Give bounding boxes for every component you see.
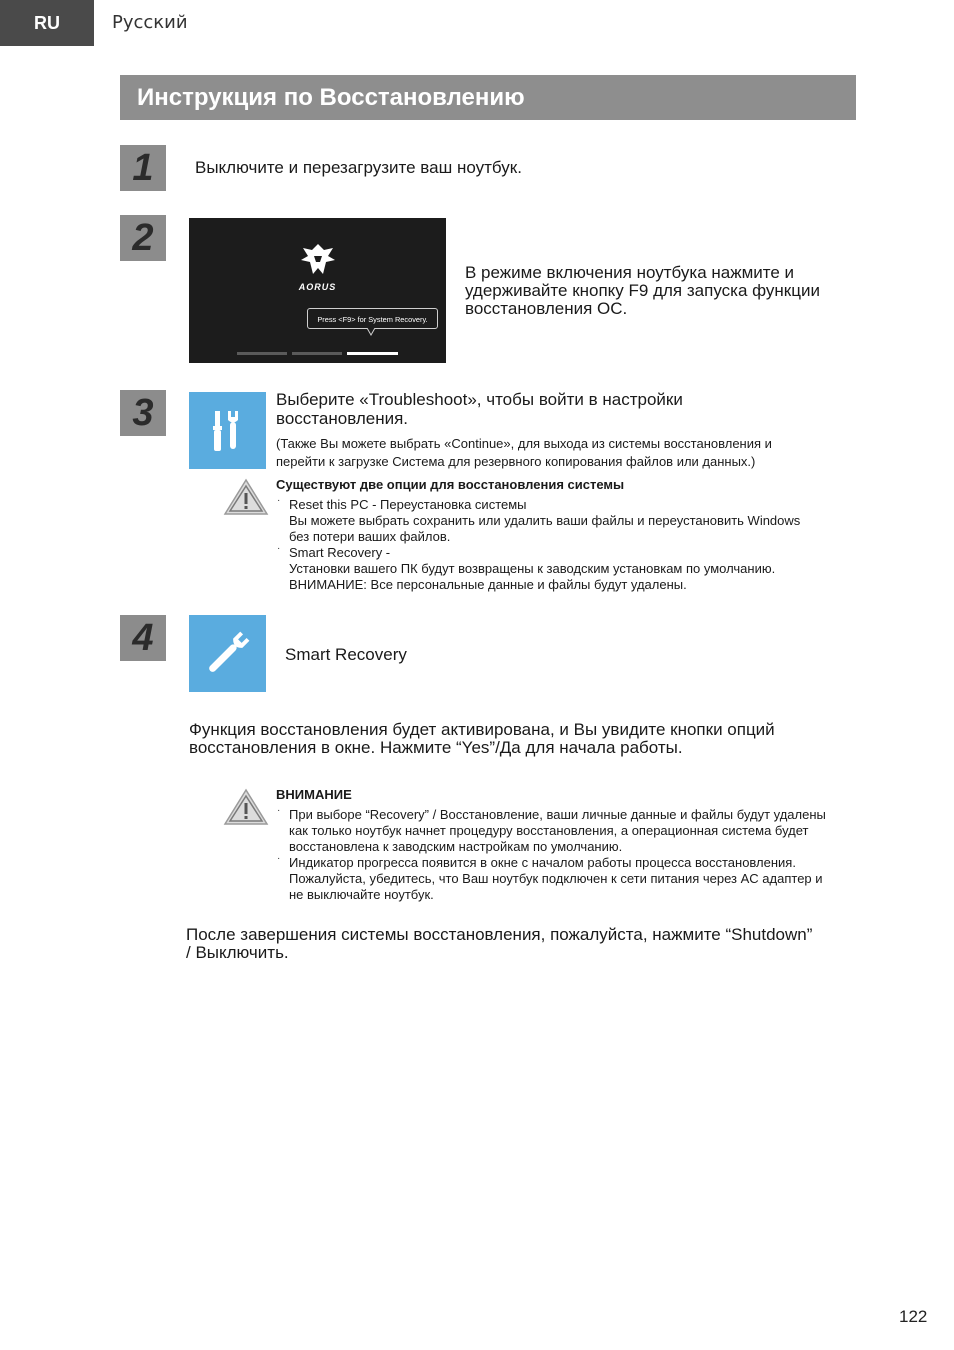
step-3-heading-line-1: Выберите «Troubleshoot», чтобы войти в настройки: [276, 390, 683, 409]
bullet-dot: ·: [277, 805, 281, 816]
step-4-label: Smart Recovery: [285, 645, 407, 664]
progress-segment-2: [292, 352, 342, 355]
progress-segment-1: [237, 352, 287, 355]
wrench-icon: [189, 615, 266, 692]
warning-icon: [223, 478, 269, 516]
page-title: Инструкция по Восстановлению: [120, 75, 856, 120]
language-tab: RU: [0, 0, 94, 46]
recovery-prompt: Press <F9> for System Recovery.: [307, 308, 438, 329]
warning-2-line-1: Индикатор прогресса появится в окне с началом работы процесса восстановления.: [289, 855, 796, 870]
option-1-line-3: без потери ваших файлов.: [289, 529, 451, 544]
warning-2-line-3: не выключайте ноутбук.: [289, 887, 434, 902]
activation-line-1: Функция восстановления будет активирована, и Вы увидите кнопки опций: [189, 720, 775, 739]
step-1-text: Выключите и перезагрузите ваш ноутбук.: [195, 158, 522, 177]
language-name: Русский: [112, 12, 188, 33]
step-3-note-line-2: перейти к загрузке Система для резервного копирования файлов или данных.): [276, 454, 756, 469]
option-1-line-2: Вы можете выбрать сохранить или удалить ваши файлы и переустановить Windows: [289, 513, 801, 528]
option-2-line-3: ВНИМАНИЕ: Все персональные данные и файлы будут удалены.: [289, 577, 687, 592]
boot-screen-image: [189, 218, 446, 363]
warning-1-line-1: При выборе “Recovery” / Восстановление, ваши личные данные и файлы будут удалены: [289, 807, 826, 822]
option-1-line-1: Reset this PC - Переустановка системы: [289, 497, 527, 512]
bullet-dot: ·: [277, 853, 281, 864]
smart-recovery-tile: [189, 615, 266, 692]
warning-1-line-3: восстановлена к заводским настройкам по умолчанию.: [289, 839, 623, 854]
warning-icon: [223, 788, 269, 826]
final-line-2: / Выключить.: [186, 943, 289, 962]
step-number-4: 4: [120, 615, 166, 661]
step-3-note-line-1: (Также Вы можете выбрать «Continue», для выхода из системы восстановления и: [276, 436, 772, 451]
step-number-3: 3: [120, 390, 166, 436]
step-2-text-line-2: удерживайте кнопку F9 для запуска функции: [465, 281, 820, 300]
aorus-logo-text: AORUS: [298, 282, 337, 292]
progress-segment-3: [347, 352, 398, 355]
option-2-line-2: Установки вашего ПК будут возвращены к заводским установкам по умолчанию.: [289, 561, 776, 576]
warning-2-line-2: Пожалуйста, убедитесь, что Ваш ноутбук подключен к сети питания через AC адаптер и: [289, 871, 823, 886]
step-2-text-line-3: восстановления ОС.: [465, 299, 628, 318]
bullet-dot: ·: [277, 495, 281, 506]
aorus-eagle-icon: [297, 240, 339, 282]
options-title: Существуют две опции для восстановления системы: [276, 477, 625, 492]
step-3-heading-line-2: восстановления.: [276, 409, 409, 428]
warning-1-line-2: как только ноутбук начнет процедуру восстановления, а операционная система будет: [289, 823, 809, 838]
final-line-1: После завершения системы восстановления, пожалуйста, нажмите “Shutdown”: [186, 925, 813, 944]
page-number: 122: [899, 1307, 928, 1326]
step-2-text-line-1: В режиме включения ноутбука нажмите и: [465, 263, 795, 282]
warning-title: ВНИМАНИЕ: [276, 787, 352, 802]
bullet-dot: ·: [277, 543, 281, 554]
troubleshoot-tile: [189, 392, 266, 469]
prompt-pointer-icon: [367, 328, 375, 336]
activation-line-2: восстановления в окне. Нажмите “Yes”/Да для начала работы.: [189, 738, 683, 757]
step-number-2: 2: [120, 215, 166, 261]
option-2-line-1: Smart Recovery -: [289, 545, 391, 560]
troubleshoot-tools-icon: [189, 392, 266, 469]
step-number-1: 1: [120, 145, 166, 191]
